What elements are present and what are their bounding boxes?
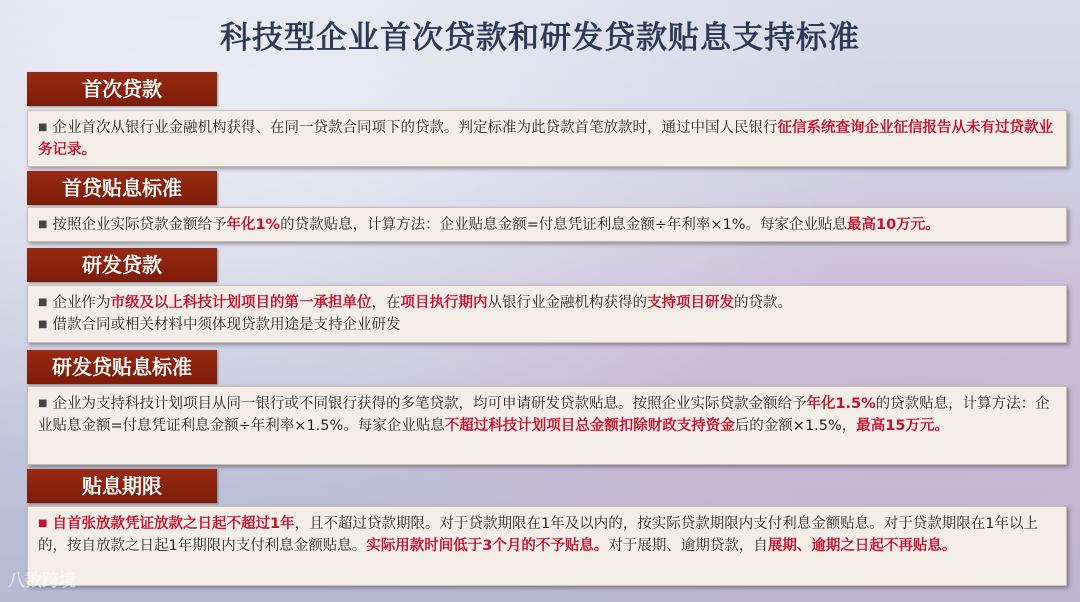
bullet-icon: ■: [38, 219, 48, 230]
section-box-subsidy-period: [27, 506, 1067, 586]
bullet-icon: ■: [38, 122, 48, 133]
bullet-icon: ■: [38, 297, 48, 308]
bullet-icon: ■: [38, 518, 48, 529]
section-tab-first-loan: 首次贷款: [27, 72, 217, 106]
bullet-icon: ■: [38, 319, 48, 330]
section-tab-subsidy-period: 贴息期限: [27, 469, 217, 503]
section-box-rd-loan-subsidy: [27, 386, 1067, 465]
page-title: 科技型企业首次贷款和研发贷款贴息支持标准: [220, 20, 860, 56]
section-tab-first-loan-subsidy: 首贷贴息标准: [27, 171, 217, 205]
section-text: ■ 企业为支持科技计划项目从同一银行或不同银行获得的多笔贷款，均可申请研发贷款贴息。按照企业实际贷款金额给予年化1.5%的贷款贴息，计算方法：企业贴息金额=付息凭证利息金额÷年利率×1.5%。每家企业贴息不超过科技计划项目总金额扣除财政支持资金后的金额×1.5%，最高15万元。: [38, 396, 1050, 434]
section-text: ■ 自首张放款凭证放款之日起不超过1年，且不超过贷款期限。对于贷款期限在1年及以内的，按实际贷款期限内支付利息金额贴息。对于贷款期限在1年以上的，按自放款之日起1年期限内支付利息金额贴息。实际用款时间低于3个月的不予贴息。对于展期、逾期贷款，自展期、逾期之日起不再贴息。: [38, 516, 1038, 554]
section-tab-rd-loan: 研发贷款: [27, 248, 217, 282]
section-box-first-loan: [27, 110, 1067, 167]
watermark: 八数跨境: [8, 571, 76, 591]
section-box-first-loan-subsidy: [27, 207, 1067, 242]
section-text: ■ 借款合同或相关材料中须体现贷款用途是支持企业研发: [38, 317, 401, 333]
section-tab-rd-loan-subsidy: 研发贷贴息标准: [27, 350, 217, 384]
section-text: ■ 企业首次从银行业金融机构获得、在同一贷款合同项下的贷款。判定标准为此贷款首笔放款时，通过中国人民银行征信系统查询企业征信报告从未有过贷款业务记录。: [38, 120, 1053, 158]
section-box-rd-loan: [27, 285, 1067, 343]
section-text: ■ 企业作为市级及以上科技计划项目的第一承担单位，在项目执行期内从银行业金融机构获得的支持项目研发的贷款。: [38, 295, 792, 311]
section-text: ■ 按照企业实际贷款金额给予年化1%的贷款贴息，计算方法：企业贴息金额=付息凭证利息金额÷年利率×1%。每家企业贴息最高10万元。: [38, 217, 940, 233]
bullet-icon: ■: [38, 398, 48, 409]
